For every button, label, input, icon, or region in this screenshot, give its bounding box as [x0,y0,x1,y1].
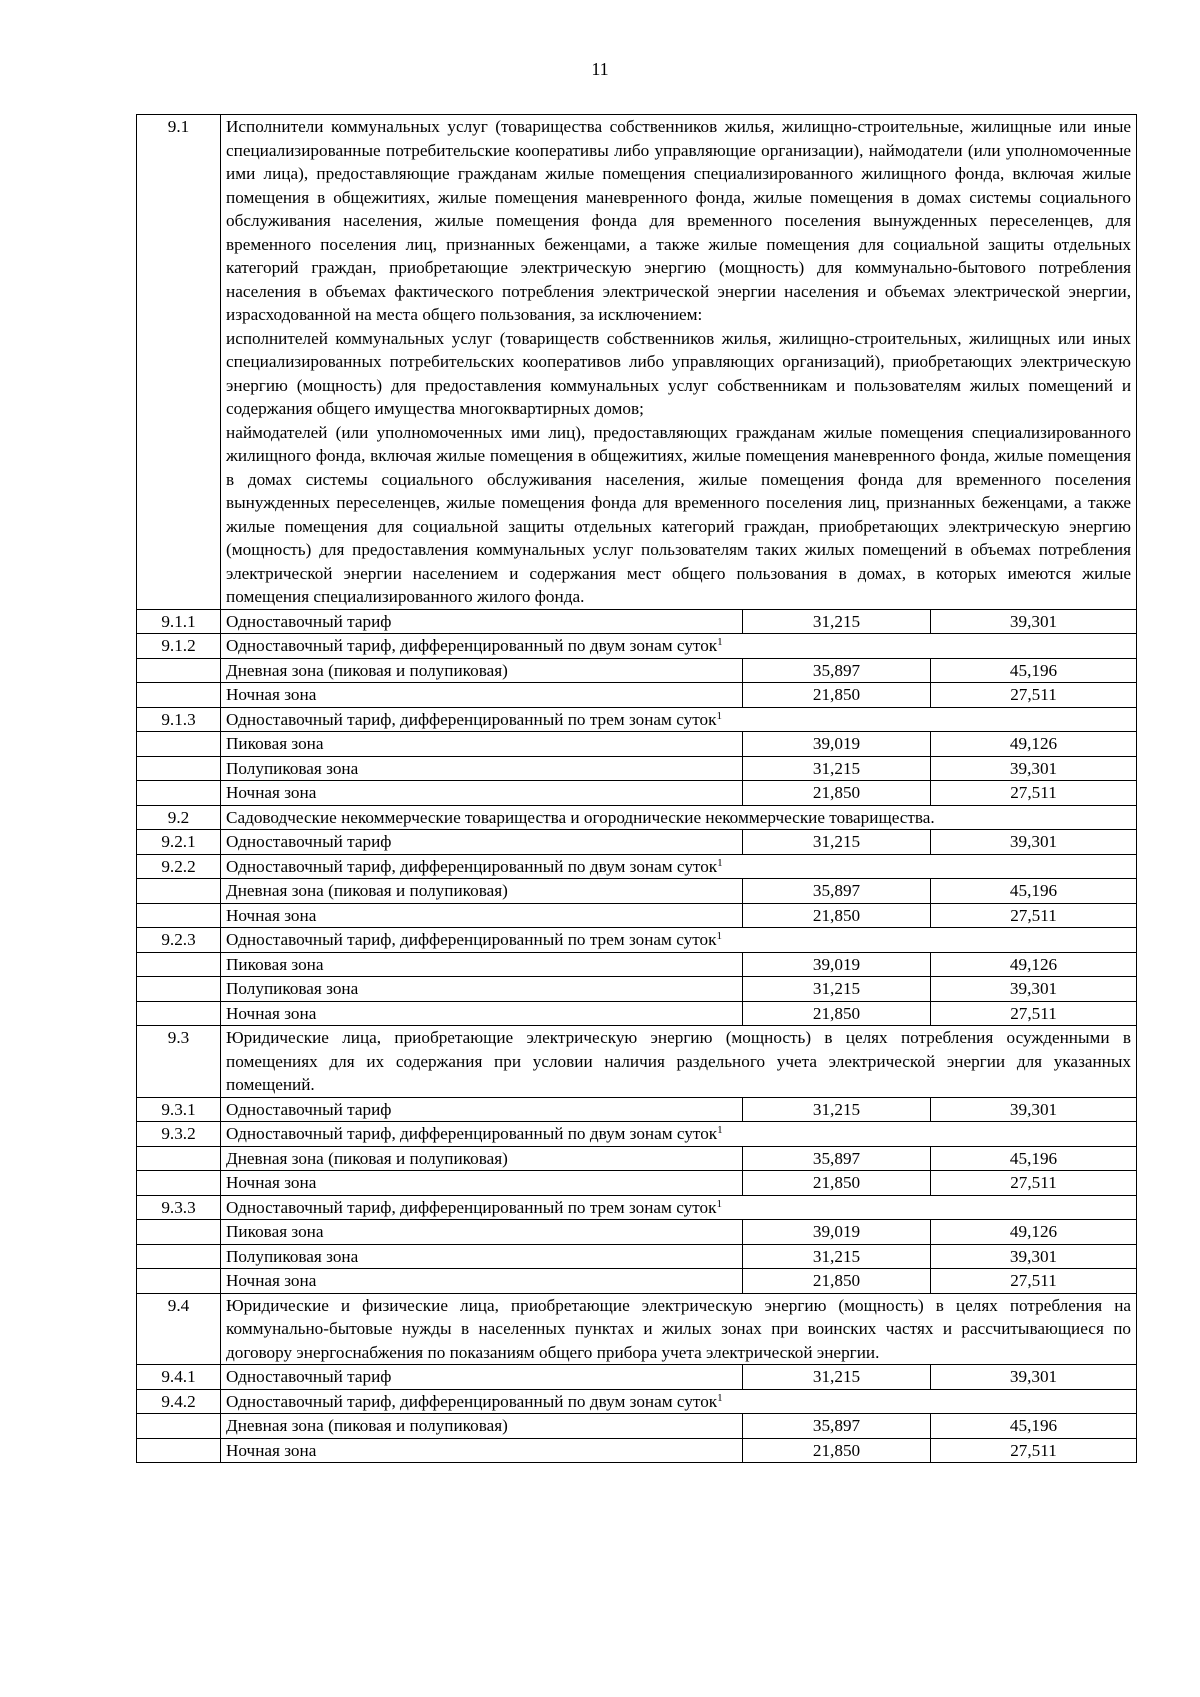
zone-tariff-label [221,854,1137,879]
zone-row [137,1269,1137,1294]
zone-row [137,1220,1137,1245]
tariff-value-1: 21,850 [743,1001,931,1026]
zone-row [137,1244,1137,1269]
empty-number-cell [137,781,221,806]
zone-tariff-header-row [137,634,1137,659]
tariff-value-2: 39,301 [931,1244,1137,1269]
zone-label: Пиковая зона [221,1220,743,1245]
tariff-value-1: 21,850 [743,1438,931,1463]
item-number: 9.4.1 [137,1365,221,1390]
zone-tariff-header-row [137,1122,1137,1147]
zone-label: Пиковая зона [221,732,743,757]
zone-row [137,1414,1137,1439]
tariff-label: Одноставочный тариф, дифференцированный по двум зонам суток [226,636,718,655]
tariff-label: Одноставочный тариф, дифференцированный по двум зонам суток [226,1124,718,1143]
zone-row [137,1171,1137,1196]
tariff-value-1: 31,215 [743,830,931,855]
zone-label: Ночная зона [221,903,743,928]
zone-tariff-label [221,928,1137,953]
zone-row [137,658,1137,683]
footnote-mark: 1 [716,930,722,942]
tariff-label: Одноставочный тариф [221,1097,743,1122]
zone-tariff-label [221,634,1137,659]
tariff-value-1: 31,215 [743,977,931,1002]
zone-row [137,683,1137,708]
single-rate-row [137,830,1137,855]
footnote-mark: 1 [717,1391,723,1404]
tariff-value-2: 39,301 [931,756,1137,781]
tariff-label: Одноставочный тариф [221,609,743,634]
zone-label: Пиковая зона [221,952,743,977]
zone-tariff-header-row [137,1195,1137,1220]
tariff-value-2: 27,511 [931,903,1137,928]
tariff-value-2: 27,511 [931,1171,1137,1196]
zone-row [137,903,1137,928]
zone-label: Ночная зона [221,1001,743,1026]
footnote-mark: 1 [717,1124,723,1136]
tariff-value-2: 39,301 [931,609,1137,634]
tariff-value-1: 35,897 [743,879,931,904]
section-description [221,115,1137,610]
zone-row [137,732,1137,757]
zone-tariff-label [221,1195,1137,1220]
description-paragraph: наймодателей (или уполномоченных ими лиц), предоставляющих гражданам жилые помещения специализированного жилищного фонда, включая жилые помещения в общежитиях, жилые помещения маневренного фонда, жилые помещения в домах системы социального обслуживания населения, жилые помещения фонда для временного поселения вынужденных переселенцев, жилые помещения фонда для временного поселения лиц, признанных беженцами, а также жилые помещения для социальной защиты отдельных категорий граждан, приобретающих электрическую энергию (мощность) для предоставления коммунальных услуг пользователям таких жилых помещений в объемах потребления электрической энергии населением и содержания мест общего пользования в домах, в которых имеются жилые помещения специализированного жилого фонда. [226,422,1132,606]
zone-row [137,1001,1137,1026]
tariff-value-2: 45,196 [931,658,1137,683]
item-number: 9.2.2 [137,854,221,879]
empty-number-cell [137,879,221,904]
empty-number-cell [137,1244,221,1269]
section-header-row [137,1293,1137,1365]
description-paragraph: исполнителей коммунальных услуг (товариществ собственников жилья, жилищно-строительных, жилищных или иных специализированных потребительских кооперативов либо управляющих организаций), приобретающих электрическую энергию (мощность) для предоставления коммунальных услуг собственникам и пользователям жилых помещений и содержания общего имущества многоквартирных домов; [226,328,1132,418]
zone-tariff-header-row [137,1389,1137,1414]
tariff-value-1: 35,897 [743,658,931,683]
zone-row [137,781,1137,806]
item-number: 9.1.1 [137,609,221,634]
footnote-mark: 1 [717,856,723,869]
description-paragraph: Садоводческие некоммерческие товарищества и огороднические некоммерческие товарищества. [226,807,935,827]
zone-tariff-label [221,1122,1137,1147]
item-number: 9.3.1 [137,1097,221,1122]
zone-tariff-header-row [137,928,1137,953]
item-number: 9.1.3 [137,707,221,732]
empty-number-cell [137,952,221,977]
tariff-value-2: 49,126 [931,1220,1137,1245]
tariff-value-2: 27,511 [931,683,1137,708]
item-number: 9.1.2 [137,634,221,659]
section-header-row [137,1026,1137,1098]
footnote-mark: 1 [716,709,722,722]
tariff-label: Одноставочный тариф [221,1365,743,1390]
tariff-value-1: 35,897 [743,1146,931,1171]
single-rate-row [137,1365,1137,1390]
empty-number-cell [137,977,221,1002]
tariff-value-2: 49,126 [931,732,1137,757]
description-paragraph: Юридические и физические лица, приобретающие электрическую энергию (мощность) в целях потребления на коммунально-бытовые нужды в населенных пунктах и жилых зонах при воинских частях и рассчитывающиеся по договору энергоснабжения по показаниям общего прибора учета электрической энергии. [226,1295,1132,1362]
zone-label: Дневная зона (пиковая и полупиковая) [221,879,743,904]
zone-label: Ночная зона [221,1269,743,1294]
zone-row [137,756,1137,781]
zone-label: Ночная зона [221,1438,743,1463]
empty-number-cell [137,1171,221,1196]
description-paragraph: Юридические лица, приобретающие электрическую энергию (мощность) в целях потребления осужденными в помещениях для их содержания при условии наличия раздельного учета электрической энергии для указанных помещений. [226,1028,1132,1094]
section-description [221,1026,1137,1098]
empty-number-cell [137,756,221,781]
single-rate-row [137,1097,1137,1122]
page-number: 11 [591,59,609,79]
tariff-table [136,114,1137,1463]
empty-number-cell [137,683,221,708]
tariff-value-1: 31,215 [743,1097,931,1122]
zone-label: Полупиковая зона [221,1244,743,1269]
zone-label: Дневная зона (пиковая и полупиковая) [221,658,743,683]
tariff-value-1: 39,019 [743,732,931,757]
tariff-value-1: 21,850 [743,903,931,928]
tariff-value-2: 49,126 [931,952,1137,977]
tariff-table-body [137,115,1137,1463]
empty-number-cell [137,1438,221,1463]
tariff-value-2: 45,196 [931,1414,1137,1439]
zone-row [137,977,1137,1002]
tariff-value-2: 39,301 [931,977,1137,1002]
tariff-value-2: 39,301 [931,1097,1137,1122]
tariff-label: Одноставочный тариф [221,830,743,855]
tariff-value-1: 21,850 [743,781,931,806]
section-description [221,805,1137,830]
tariff-label: Одноставочный тариф, дифференцированный по трем зонам суток [226,930,717,949]
zone-label: Ночная зона [221,781,743,806]
tariff-value-1: 35,897 [743,1414,931,1439]
zone-row [137,879,1137,904]
empty-number-cell [137,1269,221,1294]
zone-row [137,952,1137,977]
tariff-value-1: 31,215 [743,609,931,634]
zone-label: Полупиковая зона [221,756,743,781]
empty-number-cell [137,1414,221,1439]
zone-row [137,1146,1137,1171]
zone-tariff-header-row [137,707,1137,732]
section-description [221,1293,1137,1365]
tariff-value-1: 21,850 [743,683,931,708]
tariff-value-1: 31,215 [743,756,931,781]
tariff-value-2: 45,196 [931,879,1137,904]
empty-number-cell [137,903,221,928]
tariff-value-2: 45,196 [931,1146,1137,1171]
empty-number-cell [137,1220,221,1245]
section-number: 9.2 [137,805,221,830]
footnote-mark: 1 [716,1197,722,1210]
tariff-label: Одноставочный тариф, дифференцированный по двум зонам суток [226,856,718,876]
item-number: 9.4.2 [137,1389,221,1414]
empty-number-cell [137,658,221,683]
zone-tariff-label [221,707,1137,732]
section-number: 9.4 [137,1293,221,1365]
item-number: 9.2.3 [137,928,221,953]
zone-row [137,1438,1137,1463]
tariff-value-2: 27,511 [931,1001,1137,1026]
item-number: 9.2.1 [137,830,221,855]
tariff-value-2: 27,511 [931,1438,1137,1463]
empty-number-cell [137,732,221,757]
tariff-value-1: 39,019 [743,952,931,977]
tariff-value-1: 21,850 [743,1269,931,1294]
item-number: 9.3.3 [137,1195,221,1220]
section-header-row [137,115,1137,610]
footnote-mark: 1 [717,636,723,648]
tariff-label: Одноставочный тариф, дифференцированный по трем зонам суток [226,1197,717,1217]
tariff-value-1: 31,215 [743,1365,931,1390]
tariff-value-1: 21,850 [743,1171,931,1196]
empty-number-cell [137,1001,221,1026]
section-number: 9.1 [137,115,221,610]
zone-label: Полупиковая зона [221,977,743,1002]
tariff-value-2: 27,511 [931,1269,1137,1294]
tariff-value-2: 39,301 [931,1365,1137,1390]
tariff-value-1: 39,019 [743,1220,931,1245]
tariff-value-2: 39,301 [931,830,1137,855]
tariff-label: Одноставочный тариф, дифференцированный по трем зонам суток [226,709,717,729]
zone-tariff-header-row [137,854,1137,879]
tariff-label: Одноставочный тариф, дифференцированный по двум зонам суток [226,1391,718,1411]
section-header-row [137,805,1137,830]
zone-label: Дневная зона (пиковая и полупиковая) [221,1414,743,1439]
zone-label: Дневная зона (пиковая и полупиковая) [221,1146,743,1171]
tariff-value-1: 31,215 [743,1244,931,1269]
section-number: 9.3 [137,1026,221,1098]
single-rate-row [137,609,1137,634]
item-number: 9.3.2 [137,1122,221,1147]
empty-number-cell [137,1146,221,1171]
zone-label: Ночная зона [221,1171,743,1196]
description-paragraph: Исполнители коммунальных услуг (товарищества собственников жилья, жилищно-строительные, жилищные или иные специализированные потребительские кооперативы либо управляющие организации), наймодатели (или уполномоченные ими лица), предоставляющие гражданам жилые помещения специализированного жилищного фонда, включая жилые помещения в общежитиях, жилые помещения маневренного фонда, жилые помещения в домах системы социального обслуживания населения, жилые помещения фонда для временного поселения вынужденных переселенцев, для временного поселения лиц, признанных беженцами, а также жилые помещения для социальной защиты отдельных категорий граждан, приобретающие электрическую энергию (мощность) для коммунально-бытового потребления населения в объемах фактического потребления электрической энергии населения и объемах электрической энергии, израсходованной на места общего пользования, за исключением: [226,117,1132,324]
tariff-value-2: 27,511 [931,781,1137,806]
zone-label: Ночная зона [221,683,743,708]
zone-tariff-label [221,1389,1137,1414]
